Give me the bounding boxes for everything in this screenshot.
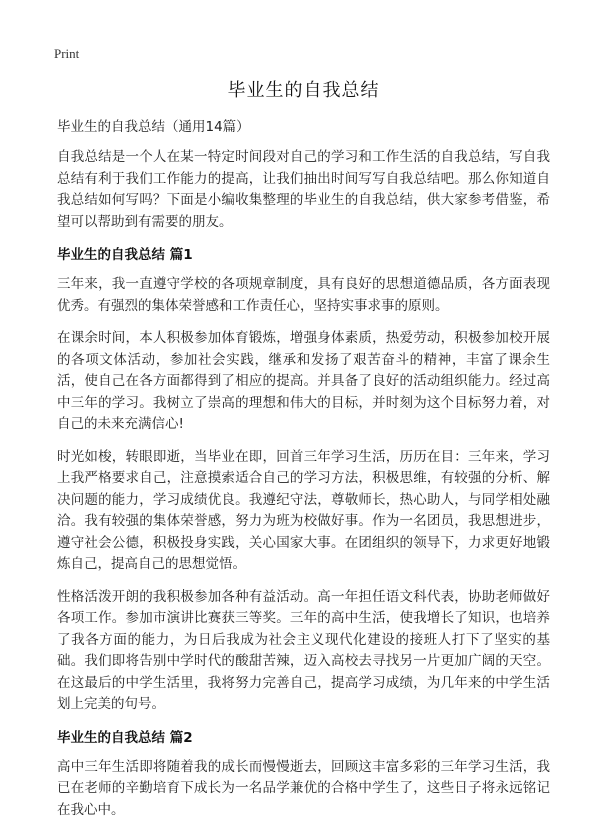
section-1-paragraph-1: 三年来，我一直遵守学校的各项规章制度，具有良好的思想道德品质，各方面表现优秀。有强烈的集体荣誉感和工作责任心，坚持实事求事的原则。 <box>57 276 550 314</box>
print-link[interactable]: Print <box>54 46 80 61</box>
document-body <box>57 78 550 821</box>
intro-paragraph: 自我总结是一个人在某一特定时间段对自己的学习和工作生活的自我总结，写自我总结有利于我们工作能力的提高，让我们抽出时间写写自我总结吧。那么你知道自我总结如何写吗？下面是小编收集整理的毕业生的自我总结，供大家参考借鉴，希望可以帮助到有需要的朋友。 <box>57 149 550 230</box>
section-1-heading: 毕业生的自我总结 篇1 <box>57 247 193 263</box>
section-2-heading: 毕业生的自我总结 篇2 <box>57 729 193 746</box>
section-1-paragraph-4: 性格活泼开朗的我积极参加各种有益活动。高一年担任语文科代表，协助老师做好各项工作。参加市演讲比赛获三等奖。三年的高中生活，使我增长了知识，也培养了我各方面的能力，为日后我成为社会主义现代化建设的接班人打下了坚实的基础。我们即将告别中学时代的酸甜苦辣，迈入高校去寻找另一片更加广阔的天空。在这最后的中学生活里，我将努力完善自己，提高学习成绩，为几年来的中学生活划上完美的句号。 <box>57 588 550 712</box>
page-title: 毕业生的自我总结 <box>227 80 380 101</box>
section-1-paragraph-2: 在课余时间，本人积极参加体育锻炼，增强身体素质，热爱劳动，积极参加校开展的各项文体活动，参加社会实践，继承和发扬了艰苦奋斗的精神，丰富了课余生活，使自己在各方面都得到了相应的提高。并具备了良好的活动组织能力。经过高中三年的学习。我树立了崇高的理想和伟大的目标，并时刻为这个目标努力着，对自己的未来充满信心! <box>57 330 550 432</box>
document-subtitle: 毕业生的自我总结（通用14篇） <box>57 119 250 135</box>
section-2-paragraph-1: 高中三年生活即将随着我的成长而慢慢逝去，回顾这丰富多彩的三年学习生活，我已在老师的辛勤培育下成长为一名品学兼优的合格中学生了，这些日子将永远铭记在我心中。 <box>57 758 550 818</box>
section-1-paragraph-3: 时光如梭，转眼即逝，当毕业在即，回首三年学习生活，历历在目：三年来，学习上我严格要求自己，注意摸索适合自己的学习方法，积极思维，有较强的分析、解决问题的能力，学习成绩优良。我遵纪守法，尊敬师长，热心助人，与同学相处融洽。我有较强的集体荣誉感，努力为班为校做好事。作为一名团员，我思想进步，遵守社会公德，积极投身实践，关心国家大事。在团组织的领导下，力求更好地锻炼自己，提高自己的思想觉悟。 <box>57 448 550 572</box>
